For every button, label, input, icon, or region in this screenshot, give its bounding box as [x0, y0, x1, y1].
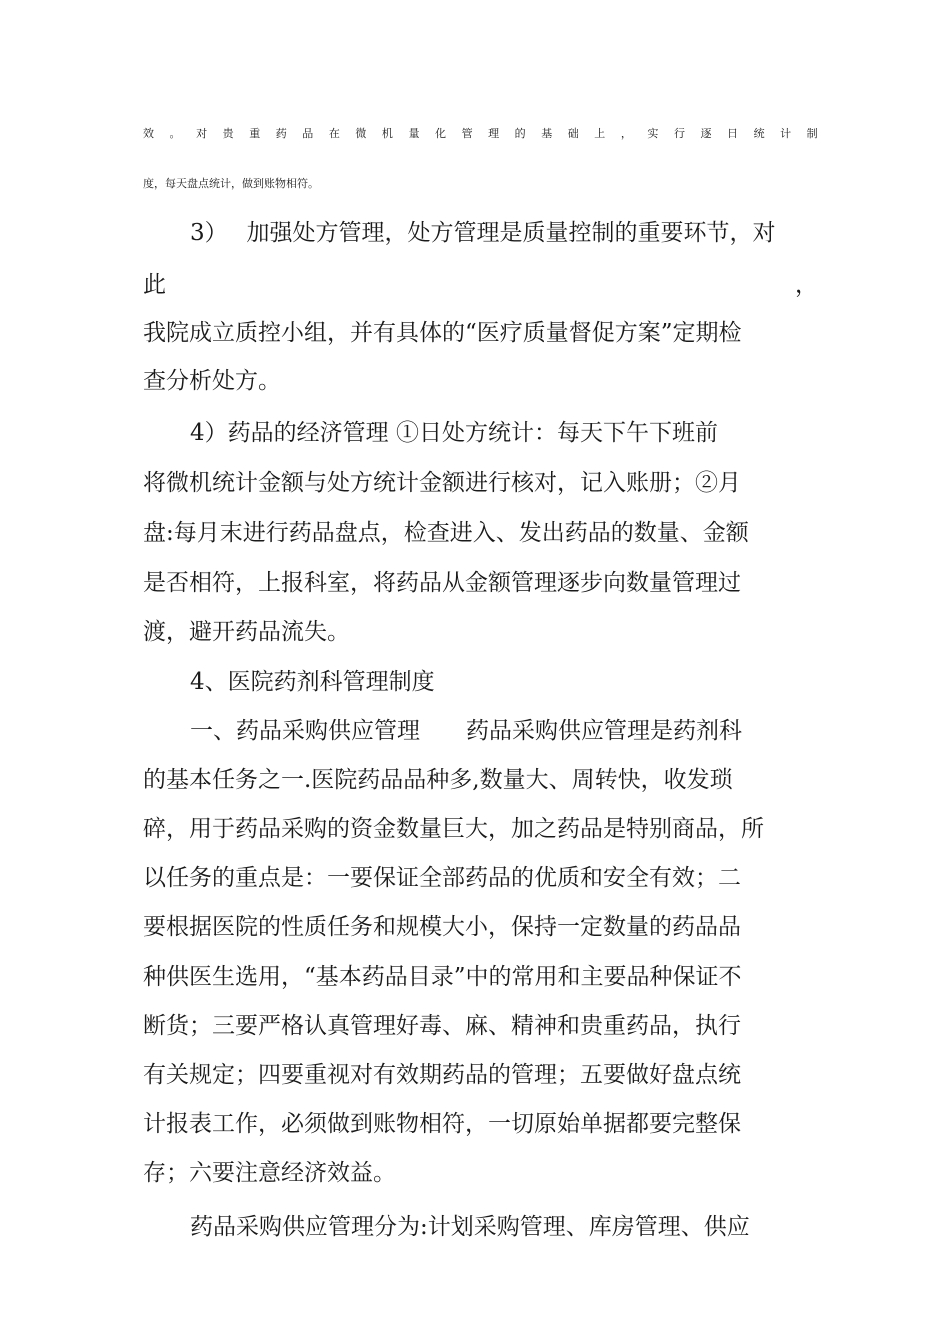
paragraph-line-7: 4）药品的经济管理 ①日处方统计：每天下午下班前	[190, 420, 718, 446]
line-1-char: 计	[780, 127, 792, 140]
paragraph-line-6: 查分析处方。	[143, 368, 281, 394]
line-4-start: 此	[143, 272, 166, 298]
line-1-char: 管	[461, 127, 473, 140]
line-1-char: 效	[143, 127, 154, 140]
line-1-char: 上	[594, 127, 606, 140]
paragraph-line-5: 我院成立质控小组，并有具体的“医疗质量督促方案”定期检	[143, 320, 742, 346]
paragraph-line-14: 的基本任务之一.医院药品品种多,数量大、周转快，收发琐	[143, 767, 733, 793]
paragraph-line-23: 药品采购供应管理分为:计划采购管理、库房管理、供应	[190, 1214, 750, 1240]
paragraph-line-21: 计报表工作，必须做到账物相符，一切原始单据都要完整保	[143, 1111, 741, 1137]
line-1-char: 制	[806, 127, 818, 140]
paragraph-line-11: 渡，避开药品流失。	[143, 619, 350, 645]
line-1-char: 量	[408, 127, 420, 140]
line-1-char: 日	[727, 127, 739, 140]
paragraph-line-2: 度，每天盘点统计，做到账物相符。	[143, 177, 319, 190]
line-4-end: ，	[795, 272, 818, 298]
line-1-char: 实	[647, 127, 659, 140]
paragraph-line-16: 以任务的重点是：一要保证全部药品的优质和安全有效；二	[143, 865, 741, 891]
line-1-char: 化	[435, 127, 447, 140]
paragraph-line-20: 有关规定；四要重视对有效期药品的管理；五要做好盘点统	[143, 1062, 741, 1088]
paragraph-line-3: 3） 加强处方管理，处方管理是质量控制的重要环节，对	[190, 220, 776, 246]
paragraph-line-15: 碎，用于药品采购的资金数量巨大，加之药品是特别商品，所	[143, 816, 764, 842]
paragraph-line-22: 存；六要注意经济效益。	[143, 1160, 396, 1186]
line-1-char: ，	[620, 127, 632, 140]
line-1-char: 在	[328, 127, 340, 140]
paragraph-line-13: 一、药品采购供应管理 药品采购供应管理是药剂科	[190, 718, 742, 744]
line-1-char: 品	[302, 127, 314, 140]
line-1-char: 机	[381, 127, 393, 140]
line-1-char: 贵	[222, 127, 234, 140]
paragraph-line-19: 断货；三要严格认真管理好毒、麻、精神和贵重药品，执行	[143, 1013, 741, 1039]
paragraph-line-8: 将微机统计金额与处方统计金额进行核对，记入账册；②月	[143, 470, 741, 496]
line-1-char: 理	[488, 127, 500, 140]
line-1-char: 基	[541, 127, 553, 140]
line-1-char: 统	[753, 127, 765, 140]
paragraph-line-10: 是否相符，上报科室，将药品从金额管理逐步向数量管理过	[143, 570, 741, 596]
paragraph-line-17: 要根据医院的性质任务和规模大小，保持一定数量的药品品	[143, 914, 741, 940]
line-1-char: 微	[355, 127, 367, 140]
paragraph-line-9: 盘:每月末进行药品盘点，检查进入、发出药品的数量、金额	[143, 520, 749, 546]
line-1-char: 。	[169, 127, 181, 140]
line-1-char: 础	[567, 127, 579, 140]
line-1-char: 重	[249, 127, 261, 140]
line-1-char: 药	[275, 127, 287, 140]
line-1-char: 的	[514, 127, 526, 140]
line-1-char: 对	[196, 127, 208, 140]
paragraph-line-4	[143, 270, 818, 300]
line-1-char: 逐	[700, 127, 712, 140]
section-heading: 4、医院药剂科管理制度	[190, 669, 435, 695]
paragraph-line-1	[143, 126, 818, 142]
line-1-char: 行	[673, 127, 685, 140]
paragraph-line-18: 种供医生选用，“基本药品目录”中的常用和主要品种保证不	[143, 964, 742, 990]
